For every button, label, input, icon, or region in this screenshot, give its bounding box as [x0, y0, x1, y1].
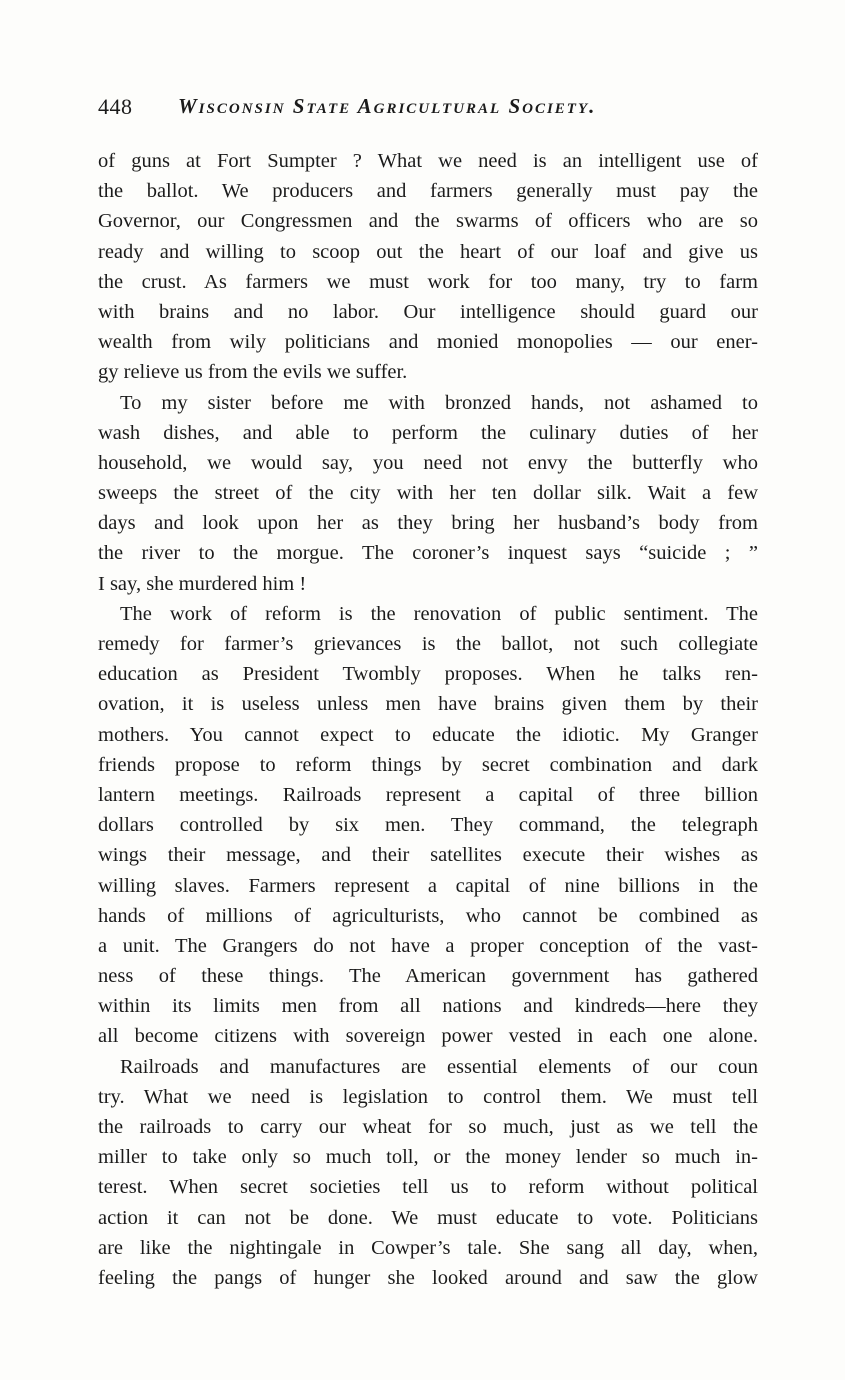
text-line: lantern meetings. Railroads represent a capital of three billion [98, 783, 758, 806]
text-line: ready and willing to scoop out the heart of our loaf and give us [98, 240, 758, 263]
text-line: sweeps the street of the city with her ten dollar silk. Wait a few [98, 482, 758, 505]
text-line: days and look upon her as they bring her husband’s body from [98, 512, 758, 535]
text-line: the railroads to carry our wheat for so much, just as we tell the [98, 1116, 758, 1138]
body-text [98, 146, 758, 1293]
text-line: terest. When secret societies tell us to reform without political [98, 1176, 758, 1199]
text-line: remedy for farmer’s grievances is the ballot, not such collegiate [98, 633, 758, 655]
text-line: Governor, our Congressmen and the swarms of officers who are so [98, 210, 758, 233]
text-line: a unit. The Grangers do not have a proper conception of the vast- [98, 934, 758, 957]
text-line: mothers. You cannot expect to educate the idiotic. My Granger [98, 723, 758, 746]
text-line: I say, she murdered him ! [98, 572, 307, 595]
text-line: the crust. As farmers we must work for too many, try to farm [98, 270, 758, 293]
page-number: 448 [98, 94, 133, 119]
paragraph-start-line: Railroads and manufactures are essential elements of our coun [120, 1055, 758, 1078]
text-line: miller to take only so much toll, or the money lender so much in- [98, 1146, 758, 1169]
text-line: friends propose to reform things by secret combination and dark [98, 753, 758, 776]
text-line: feeling the pangs of hunger she looked around and saw the glow [98, 1266, 758, 1289]
text-line: gy relieve us from the evils we suffer. [98, 361, 408, 384]
running-head: Wisconsin State Agricultural Society. [178, 94, 597, 118]
text-line: wings their message, and their satellites execute their wishes as [98, 844, 758, 867]
text-line: ness of these things. The American government has gathered [98, 965, 758, 988]
paragraph-start-line: To my sister before me with bronzed hands, not ashamed to [120, 391, 758, 414]
text-line: are like the nightingale in Cowper’s tale. She sang all day, when, [98, 1236, 758, 1259]
text-line: dollars controlled by six men. They command, the telegraph [98, 814, 758, 837]
page-header [98, 94, 758, 128]
text-line: willing slaves. Farmers represent a capital of nine billions in the [98, 874, 758, 897]
text-line: the river to the morgue. The coroner’s inquest says “suicide ; ” [98, 542, 758, 565]
text-line: wealth from wily politicians and monied monopolies — our ener- [98, 331, 758, 354]
paragraph-start-line: The work of reform is the renovation of public sentiment. The [120, 602, 758, 625]
text-line: education as President Twombly proposes. When he talks ren- [98, 663, 758, 686]
text-line: of guns at Fort Sumpter ? What we need is an intelligent use of [98, 150, 758, 172]
text-line: with brains and no labor. Our intelligence should guard our [98, 300, 758, 323]
text-line: action it can not be done. We must educate to vote. Politicians [98, 1206, 758, 1229]
text-line: the ballot. We producers and farmers generally must pay the [98, 180, 758, 203]
text-line: all become citizens with sovereign power vested in each one alone. [98, 1025, 758, 1048]
text-line: ovation, it is useless unless men have brains given them by their [98, 693, 758, 716]
text-line: hands of millions of agriculturists, who cannot be combined as [98, 904, 758, 927]
text-line: try. What we need is legislation to control them. We must tell [98, 1085, 758, 1108]
text-line: household, we would say, you need not envy the butterfly who [98, 451, 758, 474]
text-line: wash dishes, and able to perform the culinary duties of her [98, 421, 758, 444]
text-line: within its limits men from all nations and kindreds—here they [98, 995, 758, 1018]
